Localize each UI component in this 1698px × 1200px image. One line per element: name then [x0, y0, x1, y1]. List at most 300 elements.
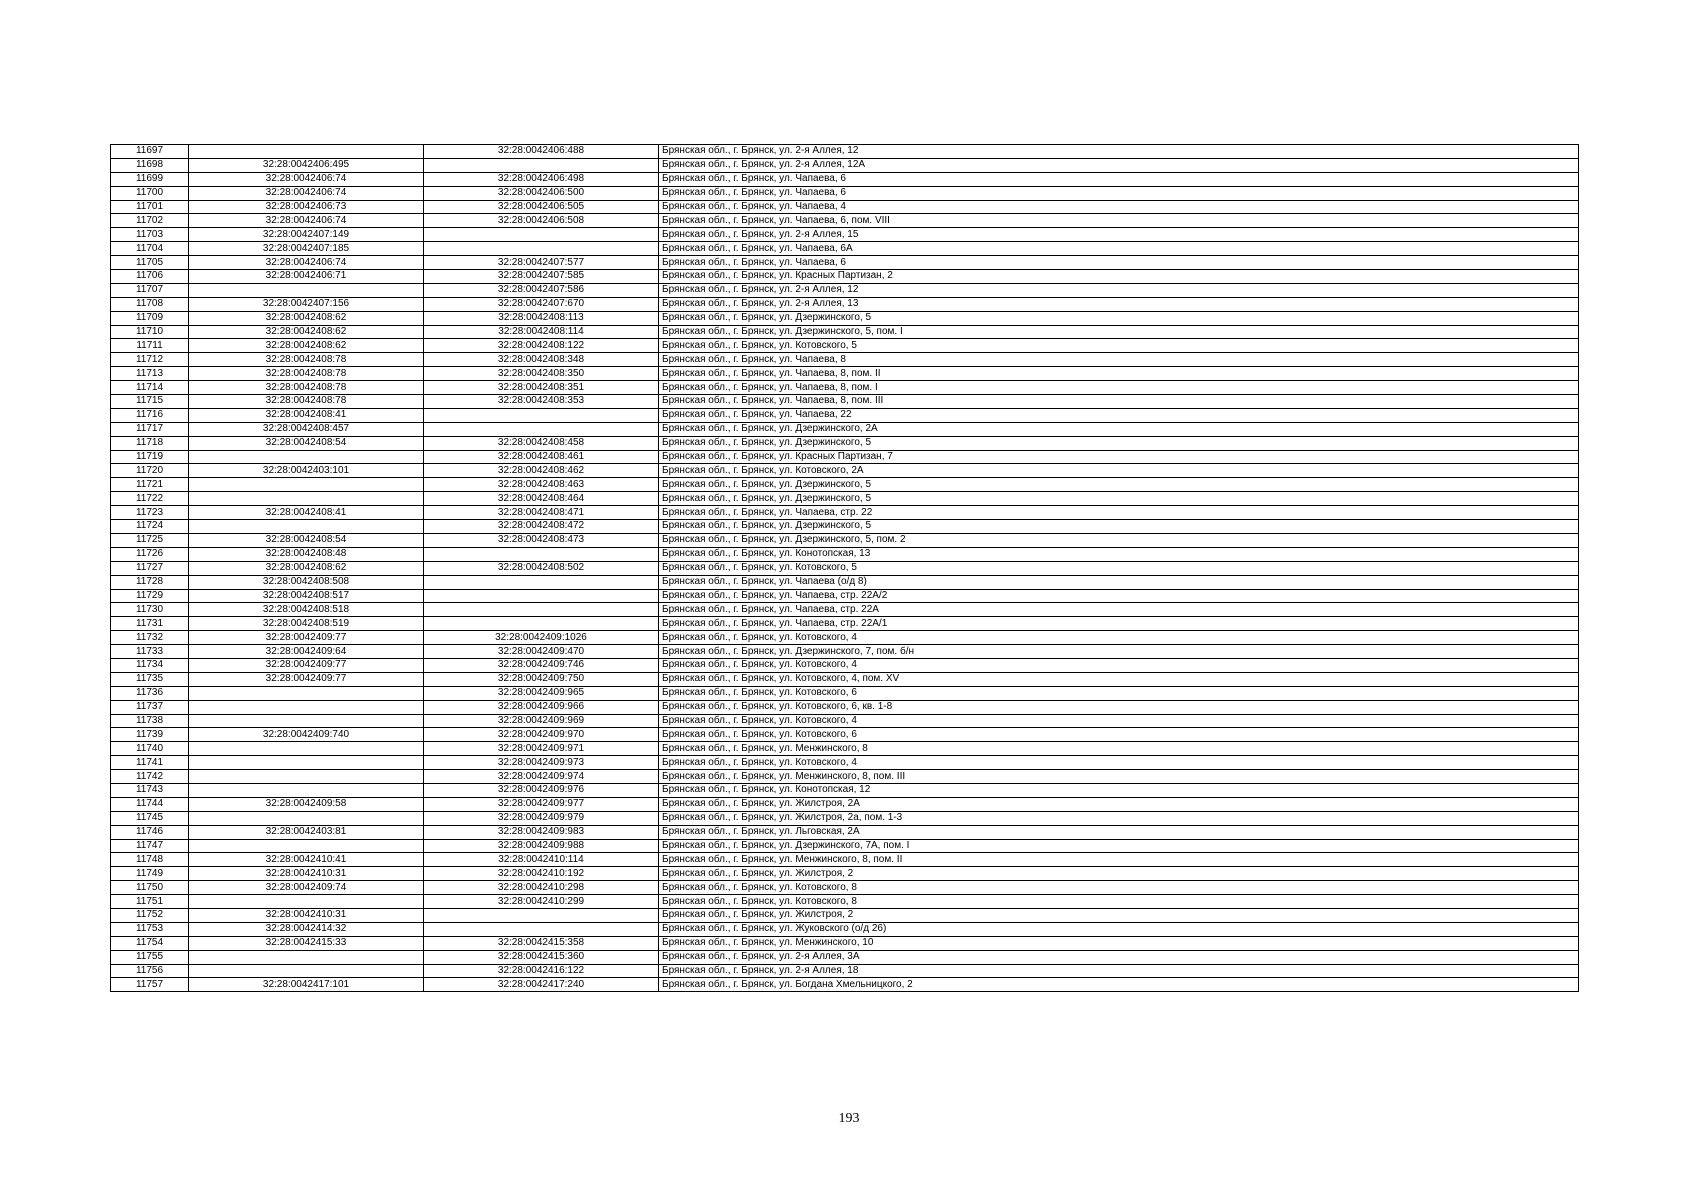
- address-cell: Брянская обл., г. Брянск, ул. Чапаева, 8: [659, 353, 1579, 367]
- old-cadastral-number-cell: 32:28:0042408:54: [189, 533, 424, 547]
- old-cadastral-number-cell: 32:28:0042408:78: [189, 395, 424, 409]
- new-cadastral-number-cell: 32:28:0042408:350: [424, 367, 659, 381]
- row-number-cell: 11718: [111, 436, 189, 450]
- old-cadastral-number-cell: 32:28:0042409:74: [189, 881, 424, 895]
- row-number-cell: 11712: [111, 353, 189, 367]
- row-number-cell: 11742: [111, 770, 189, 784]
- table-row: [111, 700, 1579, 714]
- address-cell: Брянская обл., г. Брянск, ул. Жилстроя, 2: [659, 867, 1579, 881]
- address-cell: Брянская обл., г. Брянск, ул. Конотопская, 13: [659, 547, 1579, 561]
- new-cadastral-number-cell: 32:28:0042409:979: [424, 811, 659, 825]
- table-row: [111, 214, 1579, 228]
- new-cadastral-number-cell: 32:28:0042408:472: [424, 520, 659, 534]
- new-cadastral-number-cell: 32:28:0042408:471: [424, 506, 659, 520]
- row-number-cell: 11728: [111, 575, 189, 589]
- table-row: [111, 575, 1579, 589]
- old-cadastral-number-cell: 32:28:0042403:101: [189, 464, 424, 478]
- address-cell: Брянская обл., г. Брянск, ул. Котовского, 2А: [659, 464, 1579, 478]
- address-cell: Брянская обл., г. Брянск, ул. Чапаева, 6: [659, 186, 1579, 200]
- row-number-cell: 11698: [111, 158, 189, 172]
- address-cell: Брянская обл., г. Брянск, ул. Менжинского, 8, пом. III: [659, 770, 1579, 784]
- new-cadastral-number-cell: [424, 575, 659, 589]
- row-number-cell: 11737: [111, 700, 189, 714]
- table-row: [111, 506, 1579, 520]
- table-row: [111, 339, 1579, 353]
- table-row: [111, 325, 1579, 339]
- table-row: [111, 408, 1579, 422]
- old-cadastral-number-cell: 32:28:0042408:78: [189, 353, 424, 367]
- old-cadastral-number-cell: [189, 783, 424, 797]
- row-number-cell: 11726: [111, 547, 189, 561]
- new-cadastral-number-cell: 32:28:0042406:488: [424, 145, 659, 159]
- table-row: [111, 547, 1579, 561]
- new-cadastral-number-cell: [424, 547, 659, 561]
- table-row: [111, 881, 1579, 895]
- old-cadastral-number-cell: 32:28:0042409:740: [189, 728, 424, 742]
- table-row: [111, 908, 1579, 922]
- new-cadastral-number-cell: [424, 158, 659, 172]
- new-cadastral-number-cell: [424, 408, 659, 422]
- address-cell: Брянская обл., г. Брянск, ул. Котовского, 5: [659, 339, 1579, 353]
- new-cadastral-number-cell: [424, 242, 659, 256]
- new-cadastral-number-cell: 32:28:0042409:973: [424, 756, 659, 770]
- table-row: [111, 520, 1579, 534]
- table-row: [111, 228, 1579, 242]
- row-number-cell: 11715: [111, 395, 189, 409]
- address-cell: Брянская обл., г. Брянск, ул. Менжинского, 8: [659, 742, 1579, 756]
- row-number-cell: 11723: [111, 506, 189, 520]
- table-row: [111, 367, 1579, 381]
- address-cell: Брянская обл., г. Брянск, ул. 2-я Аллея, 3А: [659, 950, 1579, 964]
- old-cadastral-number-cell: 32:28:0042410:31: [189, 867, 424, 881]
- row-number-cell: 11745: [111, 811, 189, 825]
- row-number-cell: 11697: [111, 145, 189, 159]
- row-number-cell: 11752: [111, 908, 189, 922]
- old-cadastral-number-cell: [189, 145, 424, 159]
- address-cell: Брянская обл., г. Брянск, ул. Богдана Хмельницкого, 2: [659, 978, 1579, 992]
- table-body: [111, 145, 1579, 992]
- new-cadastral-number-cell: 32:28:0042407:585: [424, 270, 659, 284]
- old-cadastral-number-cell: [189, 964, 424, 978]
- old-cadastral-number-cell: 32:28:0042408:54: [189, 436, 424, 450]
- old-cadastral-number-cell: 32:28:0042406:74: [189, 256, 424, 270]
- old-cadastral-number-cell: 32:28:0042409:77: [189, 672, 424, 686]
- old-cadastral-number-cell: 32:28:0042408:62: [189, 325, 424, 339]
- table-row: [111, 658, 1579, 672]
- address-cell: Брянская обл., г. Брянск, ул. Дзержинского, 7А, пом. I: [659, 839, 1579, 853]
- old-cadastral-number-cell: 32:28:0042408:62: [189, 311, 424, 325]
- old-cadastral-number-cell: 32:28:0042408:62: [189, 561, 424, 575]
- address-cell: Брянская обл., г. Брянск, ул. Чапаева, стр. 22А/2: [659, 589, 1579, 603]
- row-number-cell: 11708: [111, 297, 189, 311]
- table-row: [111, 492, 1579, 506]
- new-cadastral-number-cell: 32:28:0042409:977: [424, 797, 659, 811]
- row-number-cell: 11704: [111, 242, 189, 256]
- address-cell: Брянская обл., г. Брянск, ул. Чапаева, стр. 22А/1: [659, 617, 1579, 631]
- old-cadastral-number-cell: [189, 839, 424, 853]
- address-cell: Брянская обл., г. Брянск, ул. Дзержинского, 5: [659, 478, 1579, 492]
- address-cell: Брянская обл., г. Брянск, ул. Котовского, 4: [659, 658, 1579, 672]
- row-number-cell: 11736: [111, 686, 189, 700]
- table-row: [111, 353, 1579, 367]
- table-row: [111, 297, 1579, 311]
- new-cadastral-number-cell: 32:28:0042409:983: [424, 825, 659, 839]
- new-cadastral-number-cell: 32:28:0042410:114: [424, 853, 659, 867]
- row-number-cell: 11732: [111, 631, 189, 645]
- old-cadastral-number-cell: 32:28:0042410:41: [189, 853, 424, 867]
- address-cell: Брянская обл., г. Брянск, ул. Дзержинского, 5: [659, 492, 1579, 506]
- table-row: [111, 158, 1579, 172]
- row-number-cell: 11735: [111, 672, 189, 686]
- table-row: [111, 686, 1579, 700]
- old-cadastral-number-cell: 32:28:0042407:149: [189, 228, 424, 242]
- new-cadastral-number-cell: 32:28:0042409:746: [424, 658, 659, 672]
- row-number-cell: 11739: [111, 728, 189, 742]
- table-row: [111, 561, 1579, 575]
- new-cadastral-number-cell: 32:28:0042406:500: [424, 186, 659, 200]
- old-cadastral-number-cell: 32:28:0042409:58: [189, 797, 424, 811]
- row-number-cell: 11705: [111, 256, 189, 270]
- new-cadastral-number-cell: 32:28:0042406:498: [424, 172, 659, 186]
- old-cadastral-number-cell: [189, 756, 424, 770]
- new-cadastral-number-cell: 32:28:0042408:113: [424, 311, 659, 325]
- address-cell: Брянская обл., г. Брянск, ул. Котовского, 6: [659, 728, 1579, 742]
- row-number-cell: 11730: [111, 603, 189, 617]
- address-cell: Брянская обл., г. Брянск, ул. Чапаева, 8, пом. I: [659, 381, 1579, 395]
- table-row: [111, 631, 1579, 645]
- table-row: [111, 672, 1579, 686]
- table-row: [111, 395, 1579, 409]
- old-cadastral-number-cell: 32:28:0042414:32: [189, 922, 424, 936]
- address-cell: Брянская обл., г. Брянск, ул. Чапаева, стр. 22: [659, 506, 1579, 520]
- table-row: [111, 617, 1579, 631]
- new-cadastral-number-cell: [424, 422, 659, 436]
- row-number-cell: 11711: [111, 339, 189, 353]
- old-cadastral-number-cell: 32:28:0042408:62: [189, 339, 424, 353]
- table-row: [111, 436, 1579, 450]
- new-cadastral-number-cell: 32:28:0042408:463: [424, 478, 659, 492]
- address-cell: Брянская обл., г. Брянск, ул. Котовского, 4: [659, 756, 1579, 770]
- old-cadastral-number-cell: 32:28:0042408:457: [189, 422, 424, 436]
- row-number-cell: 11706: [111, 270, 189, 284]
- row-number-cell: 11701: [111, 200, 189, 214]
- new-cadastral-number-cell: 32:28:0042416:122: [424, 964, 659, 978]
- table-row: [111, 936, 1579, 950]
- table-row: [111, 172, 1579, 186]
- address-cell: Брянская обл., г. Брянск, ул. Льговская, 2А: [659, 825, 1579, 839]
- table-row: [111, 533, 1579, 547]
- address-cell: Брянская обл., г. Брянск, ул. Чапаева, 6, пом. VIII: [659, 214, 1579, 228]
- address-cell: Брянская обл., г. Брянск, ул. Чапаева, 6А: [659, 242, 1579, 256]
- new-cadastral-number-cell: 32:28:0042415:358: [424, 936, 659, 950]
- new-cadastral-number-cell: 32:28:0042407:586: [424, 283, 659, 297]
- new-cadastral-number-cell: 32:28:0042417:240: [424, 978, 659, 992]
- table-row: [111, 978, 1579, 992]
- row-number-cell: 11746: [111, 825, 189, 839]
- new-cadastral-number-cell: 32:28:0042409:969: [424, 714, 659, 728]
- table-row: [111, 270, 1579, 284]
- page-number: 193: [838, 1111, 860, 1126]
- old-cadastral-number-cell: [189, 811, 424, 825]
- address-cell: Брянская обл., г. Брянск, ул. Конотопская, 12: [659, 783, 1579, 797]
- new-cadastral-number-cell: 32:28:0042408:502: [424, 561, 659, 575]
- address-cell: Брянская обл., г. Брянск, ул. 2-я Аллея, 12: [659, 283, 1579, 297]
- row-number-cell: 11747: [111, 839, 189, 853]
- old-cadastral-number-cell: 32:28:0042406:73: [189, 200, 424, 214]
- old-cadastral-number-cell: 32:28:0042406:74: [189, 172, 424, 186]
- address-cell: Брянская обл., г. Брянск, ул. Котовского, 8: [659, 895, 1579, 909]
- table-row: [111, 311, 1579, 325]
- old-cadastral-number-cell: 32:28:0042408:508: [189, 575, 424, 589]
- table-row: [111, 825, 1579, 839]
- old-cadastral-number-cell: 32:28:0042408:518: [189, 603, 424, 617]
- table-row: [111, 589, 1579, 603]
- table-row: [111, 811, 1579, 825]
- address-cell: Брянская обл., г. Брянск, ул. Чапаева, 4: [659, 200, 1579, 214]
- new-cadastral-number-cell: 32:28:0042409:1026: [424, 631, 659, 645]
- old-cadastral-number-cell: 32:28:0042406:74: [189, 186, 424, 200]
- address-cell: Брянская обл., г. Брянск, ул. Дзержинского, 5, пом. 2: [659, 533, 1579, 547]
- new-cadastral-number-cell: 32:28:0042409:966: [424, 700, 659, 714]
- row-number-cell: 11744: [111, 797, 189, 811]
- new-cadastral-number-cell: 32:28:0042410:299: [424, 895, 659, 909]
- address-cell: Брянская обл., г. Брянск, ул. Котовского, 4: [659, 631, 1579, 645]
- row-number-cell: 11717: [111, 422, 189, 436]
- row-number-cell: 11755: [111, 950, 189, 964]
- table-row: [111, 381, 1579, 395]
- address-cell: Брянская обл., г. Брянск, ул. 2-я Аллея, 15: [659, 228, 1579, 242]
- new-cadastral-number-cell: 32:28:0042408:458: [424, 436, 659, 450]
- row-number-cell: 11707: [111, 283, 189, 297]
- old-cadastral-number-cell: 32:28:0042408:41: [189, 506, 424, 520]
- table-row: [111, 797, 1579, 811]
- row-number-cell: 11703: [111, 228, 189, 242]
- address-cell: Брянская обл., г. Брянск, ул. Красных Партизан, 7: [659, 450, 1579, 464]
- table-row: [111, 283, 1579, 297]
- new-cadastral-number-cell: 32:28:0042406:505: [424, 200, 659, 214]
- row-number-cell: 11724: [111, 520, 189, 534]
- address-cell: Брянская обл., г. Брянск, ул. Дзержинского, 5: [659, 436, 1579, 450]
- address-cell: Брянская обл., г. Брянск, ул. Жилстроя, 2а, пом. 1-3: [659, 811, 1579, 825]
- row-number-cell: 11750: [111, 881, 189, 895]
- new-cadastral-number-cell: 32:28:0042409:971: [424, 742, 659, 756]
- table-row: [111, 964, 1579, 978]
- cadastral-table: [110, 144, 1579, 992]
- new-cadastral-number-cell: 32:28:0042407:577: [424, 256, 659, 270]
- old-cadastral-number-cell: 32:28:0042408:517: [189, 589, 424, 603]
- old-cadastral-number-cell: [189, 714, 424, 728]
- address-cell: Брянская обл., г. Брянск, ул. Дзержинского, 5, пом. I: [659, 325, 1579, 339]
- address-cell: Брянская обл., г. Брянск, ул. Дзержинского, 2А: [659, 422, 1579, 436]
- address-cell: Брянская обл., г. Брянск, ул. Менжинского, 10: [659, 936, 1579, 950]
- address-cell: Брянская обл., г. Брянск, ул. Жилстроя, 2: [659, 908, 1579, 922]
- table-row: [111, 867, 1579, 881]
- new-cadastral-number-cell: 32:28:0042406:508: [424, 214, 659, 228]
- address-cell: Брянская обл., г. Брянск, ул. Чапаева, 6: [659, 256, 1579, 270]
- table-row: [111, 200, 1579, 214]
- row-number-cell: 11749: [111, 867, 189, 881]
- table-row: [111, 645, 1579, 659]
- address-cell: Брянская обл., г. Брянск, ул. 2-я Аллея, 12А: [659, 158, 1579, 172]
- row-number-cell: 11740: [111, 742, 189, 756]
- old-cadastral-number-cell: [189, 478, 424, 492]
- row-number-cell: 11699: [111, 172, 189, 186]
- table-row: [111, 464, 1579, 478]
- new-cadastral-number-cell: 32:28:0042408:122: [424, 339, 659, 353]
- address-cell: Брянская обл., г. Брянск, ул. Чапаева (о/д 8): [659, 575, 1579, 589]
- address-cell: Брянская обл., г. Брянск, ул. 2-я Аллея, 13: [659, 297, 1579, 311]
- table-row: [111, 714, 1579, 728]
- old-cadastral-number-cell: 32:28:0042415:33: [189, 936, 424, 950]
- row-number-cell: 11722: [111, 492, 189, 506]
- new-cadastral-number-cell: [424, 589, 659, 603]
- row-number-cell: 11725: [111, 533, 189, 547]
- table-row: [111, 742, 1579, 756]
- old-cadastral-number-cell: [189, 700, 424, 714]
- row-number-cell: 11721: [111, 478, 189, 492]
- address-cell: Брянская обл., г. Брянск, ул. Дзержинского, 5: [659, 520, 1579, 534]
- old-cadastral-number-cell: [189, 770, 424, 784]
- address-cell: Брянская обл., г. Брянск, ул. Дзержинского, 5: [659, 311, 1579, 325]
- row-number-cell: 11727: [111, 561, 189, 575]
- table-row: [111, 603, 1579, 617]
- row-number-cell: 11731: [111, 617, 189, 631]
- new-cadastral-number-cell: 32:28:0042409:750: [424, 672, 659, 686]
- row-number-cell: 11734: [111, 658, 189, 672]
- new-cadastral-number-cell: 32:28:0042409:470: [424, 645, 659, 659]
- old-cadastral-number-cell: [189, 686, 424, 700]
- table-row: [111, 770, 1579, 784]
- address-cell: Брянская обл., г. Брянск, ул. Жуковского (о/д 26): [659, 922, 1579, 936]
- new-cadastral-number-cell: 32:28:0042408:464: [424, 492, 659, 506]
- table-row: [111, 478, 1579, 492]
- row-number-cell: 11741: [111, 756, 189, 770]
- row-number-cell: 11713: [111, 367, 189, 381]
- table-row: [111, 853, 1579, 867]
- table-row: [111, 728, 1579, 742]
- new-cadastral-number-cell: 32:28:0042408:462: [424, 464, 659, 478]
- new-cadastral-number-cell: 32:28:0042410:192: [424, 867, 659, 881]
- row-number-cell: 11733: [111, 645, 189, 659]
- old-cadastral-number-cell: [189, 950, 424, 964]
- old-cadastral-number-cell: [189, 742, 424, 756]
- table-row: [111, 450, 1579, 464]
- old-cadastral-number-cell: 32:28:0042408:78: [189, 381, 424, 395]
- new-cadastral-number-cell: [424, 922, 659, 936]
- address-cell: Брянская обл., г. Брянск, ул. Котовского, 4: [659, 714, 1579, 728]
- new-cadastral-number-cell: 32:28:0042407:670: [424, 297, 659, 311]
- new-cadastral-number-cell: [424, 908, 659, 922]
- address-cell: Брянская обл., г. Брянск, ул. Чапаева, 8, пом. III: [659, 395, 1579, 409]
- table-row: [111, 839, 1579, 853]
- table-row: [111, 186, 1579, 200]
- table-row: [111, 922, 1579, 936]
- old-cadastral-number-cell: 32:28:0042406:74: [189, 214, 424, 228]
- old-cadastral-number-cell: [189, 492, 424, 506]
- table-row: [111, 950, 1579, 964]
- old-cadastral-number-cell: 32:28:0042406:495: [189, 158, 424, 172]
- table-row: [111, 242, 1579, 256]
- table-row: [111, 895, 1579, 909]
- new-cadastral-number-cell: 32:28:0042408:114: [424, 325, 659, 339]
- old-cadastral-number-cell: 32:28:0042403:81: [189, 825, 424, 839]
- address-cell: Брянская обл., г. Брянск, ул. Котовского, 8: [659, 881, 1579, 895]
- table-row: [111, 422, 1579, 436]
- address-cell: Брянская обл., г. Брянск, ул. Котовского, 5: [659, 561, 1579, 575]
- new-cadastral-number-cell: 32:28:0042408:353: [424, 395, 659, 409]
- new-cadastral-number-cell: [424, 603, 659, 617]
- address-cell: Брянская обл., г. Брянск, ул. 2-я Аллея, 18: [659, 964, 1579, 978]
- new-cadastral-number-cell: 32:28:0042409:965: [424, 686, 659, 700]
- old-cadastral-number-cell: 32:28:0042410:31: [189, 908, 424, 922]
- table-row: [111, 783, 1579, 797]
- old-cadastral-number-cell: [189, 283, 424, 297]
- new-cadastral-number-cell: 32:28:0042408:473: [424, 533, 659, 547]
- row-number-cell: 11754: [111, 936, 189, 950]
- row-number-cell: 11710: [111, 325, 189, 339]
- new-cadastral-number-cell: [424, 617, 659, 631]
- row-number-cell: 11716: [111, 408, 189, 422]
- address-cell: Брянская обл., г. Брянск, ул. Котовского, 4, пом. XV: [659, 672, 1579, 686]
- row-number-cell: 11729: [111, 589, 189, 603]
- old-cadastral-number-cell: 32:28:0042417:101: [189, 978, 424, 992]
- new-cadastral-number-cell: 32:28:0042408:351: [424, 381, 659, 395]
- old-cadastral-number-cell: 32:28:0042409:77: [189, 631, 424, 645]
- old-cadastral-number-cell: 32:28:0042407:185: [189, 242, 424, 256]
- old-cadastral-number-cell: 32:28:0042409:77: [189, 658, 424, 672]
- address-cell: Брянская обл., г. Брянск, ул. Менжинского, 8, пом. II: [659, 853, 1579, 867]
- row-number-cell: 11702: [111, 214, 189, 228]
- row-number-cell: 11753: [111, 922, 189, 936]
- row-number-cell: 11743: [111, 783, 189, 797]
- row-number-cell: 11700: [111, 186, 189, 200]
- row-number-cell: 11738: [111, 714, 189, 728]
- old-cadastral-number-cell: [189, 895, 424, 909]
- row-number-cell: 11709: [111, 311, 189, 325]
- address-cell: Брянская обл., г. Брянск, ул. Чапаева, 22: [659, 408, 1579, 422]
- new-cadastral-number-cell: 32:28:0042415:360: [424, 950, 659, 964]
- new-cadastral-number-cell: 32:28:0042409:988: [424, 839, 659, 853]
- table-row: [111, 756, 1579, 770]
- row-number-cell: 11720: [111, 464, 189, 478]
- address-cell: Брянская обл., г. Брянск, ул. Чапаева, стр. 22А: [659, 603, 1579, 617]
- new-cadastral-number-cell: 32:28:0042410:298: [424, 881, 659, 895]
- table-row: [111, 256, 1579, 270]
- old-cadastral-number-cell: 32:28:0042406:71: [189, 270, 424, 284]
- address-cell: Брянская обл., г. Брянск, ул. Красных Партизан, 2: [659, 270, 1579, 284]
- address-cell: Брянская обл., г. Брянск, ул. Котовского, 6, кв. 1-8: [659, 700, 1579, 714]
- row-number-cell: 11714: [111, 381, 189, 395]
- address-cell: Брянская обл., г. Брянск, ул. Чапаева, 8, пом. II: [659, 367, 1579, 381]
- new-cadastral-number-cell: 32:28:0042409:970: [424, 728, 659, 742]
- new-cadastral-number-cell: 32:28:0042409:974: [424, 770, 659, 784]
- row-number-cell: 11757: [111, 978, 189, 992]
- new-cadastral-number-cell: 32:28:0042408:348: [424, 353, 659, 367]
- old-cadastral-number-cell: 32:28:0042407:156: [189, 297, 424, 311]
- row-number-cell: 11751: [111, 895, 189, 909]
- new-cadastral-number-cell: [424, 228, 659, 242]
- new-cadastral-number-cell: 32:28:0042408:461: [424, 450, 659, 464]
- address-cell: Брянская обл., г. Брянск, ул. Чапаева, 6: [659, 172, 1579, 186]
- old-cadastral-number-cell: [189, 450, 424, 464]
- new-cadastral-number-cell: 32:28:0042409:976: [424, 783, 659, 797]
- table-row: [111, 145, 1579, 159]
- old-cadastral-number-cell: 32:28:0042409:64: [189, 645, 424, 659]
- address-cell: Брянская обл., г. Брянск, ул. 2-я Аллея, 12: [659, 145, 1579, 159]
- old-cadastral-number-cell: [189, 520, 424, 534]
- old-cadastral-number-cell: 32:28:0042408:41: [189, 408, 424, 422]
- row-number-cell: 11719: [111, 450, 189, 464]
